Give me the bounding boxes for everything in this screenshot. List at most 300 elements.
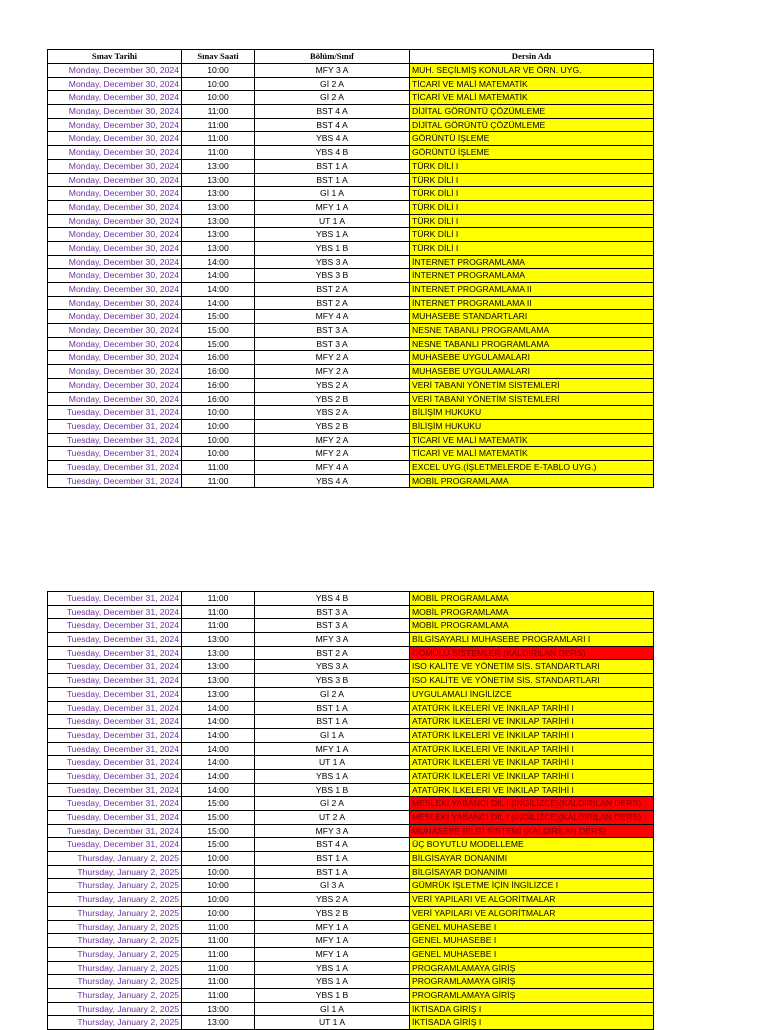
department-class-cell: YBS 3 A bbox=[255, 660, 410, 674]
exam-date-cell: Monday, December 30, 2024 bbox=[48, 173, 182, 187]
department-class-cell: YBS 3 A bbox=[255, 255, 410, 269]
exam-time-cell: 15:00 bbox=[182, 310, 255, 324]
table-row bbox=[48, 728, 654, 742]
course-name-cell: GÖRÜNTÜ İŞLEME bbox=[410, 132, 654, 146]
department-class-cell: YBS 4 A bbox=[255, 132, 410, 146]
course-name-cell: MOBİL PROGRAMLAMA bbox=[410, 474, 654, 488]
exam-time-cell: 14:00 bbox=[182, 269, 255, 283]
exam-time-cell: 16:00 bbox=[182, 392, 255, 406]
exam-date-cell: Monday, December 30, 2024 bbox=[48, 269, 182, 283]
exam-date-cell: Tuesday, December 31, 2024 bbox=[48, 824, 182, 838]
course-name-cell: GENEL MUHASEBE I bbox=[410, 947, 654, 961]
department-class-cell: MFY 2 A bbox=[255, 351, 410, 365]
exam-date-cell: Tuesday, December 31, 2024 bbox=[48, 419, 182, 433]
table-row bbox=[48, 838, 654, 852]
department-class-cell: MFY 2 A bbox=[255, 365, 410, 379]
course-name-cell: PROGRAMLAMAYA GİRİŞ bbox=[410, 988, 654, 1002]
department-class-cell: Gİ 2 A bbox=[255, 91, 410, 105]
department-class-cell: Gİ 1 A bbox=[255, 187, 410, 201]
department-class-cell: BST 4 A bbox=[255, 118, 410, 132]
exam-date-cell: Tuesday, December 31, 2024 bbox=[48, 701, 182, 715]
table-row bbox=[48, 633, 654, 647]
course-name-cell: MUHASEBE UYGULAMALARI bbox=[410, 365, 654, 379]
course-name-cell: ÜÇ BOYUTLU MODELLEME bbox=[410, 838, 654, 852]
table-row bbox=[48, 1016, 654, 1030]
exam-date-cell: Thursday, January 2, 2025 bbox=[48, 988, 182, 1002]
exam-time-cell: 10:00 bbox=[182, 879, 255, 893]
course-name-cell: MESLEKİ YABANCI DİL I (İNGİLİZCE)(KALDIRILAN DERS) bbox=[410, 797, 654, 811]
department-class-cell: YBS 3 B bbox=[255, 674, 410, 688]
exam-time-cell: 11:00 bbox=[182, 961, 255, 975]
department-class-cell: MFY 3 A bbox=[255, 824, 410, 838]
exam-date-cell: Tuesday, December 31, 2024 bbox=[48, 715, 182, 729]
exam-date-cell: Monday, December 30, 2024 bbox=[48, 296, 182, 310]
exam-schedule-table-2 bbox=[47, 591, 654, 1030]
course-name-cell: GENEL MUHASEBE I bbox=[410, 934, 654, 948]
exam-date-cell: Tuesday, December 31, 2024 bbox=[48, 592, 182, 606]
exam-date-cell: Monday, December 30, 2024 bbox=[48, 105, 182, 119]
table-row bbox=[48, 255, 654, 269]
table-row bbox=[48, 756, 654, 770]
exam-date-cell: Thursday, January 2, 2025 bbox=[48, 975, 182, 989]
table-row bbox=[48, 701, 654, 715]
course-name-cell: ATATÜRK İLKELERİ VE İNKILAP TARİHİ I bbox=[410, 715, 654, 729]
exam-time-cell: 15:00 bbox=[182, 824, 255, 838]
department-class-cell: YBS 1 A bbox=[255, 769, 410, 783]
table-row bbox=[48, 824, 654, 838]
exam-date-cell: Thursday, January 2, 2025 bbox=[48, 865, 182, 879]
table-row bbox=[48, 879, 654, 893]
department-class-cell: BST 3 A bbox=[255, 619, 410, 633]
exam-date-cell: Tuesday, December 31, 2024 bbox=[48, 605, 182, 619]
exam-time-cell: 13:00 bbox=[182, 646, 255, 660]
table-row bbox=[48, 975, 654, 989]
header-course-name: Dersin Adı bbox=[410, 50, 654, 64]
exam-date-cell: Tuesday, December 31, 2024 bbox=[48, 742, 182, 756]
department-class-cell: MFY 4 A bbox=[255, 310, 410, 324]
exam-date-cell: Monday, December 30, 2024 bbox=[48, 132, 182, 146]
table-row bbox=[48, 797, 654, 811]
table-row bbox=[48, 214, 654, 228]
course-name-cell: İNTERNET PROGRAMLAMA II bbox=[410, 296, 654, 310]
exam-date-cell: Monday, December 30, 2024 bbox=[48, 392, 182, 406]
exam-date-cell: Monday, December 30, 2024 bbox=[48, 64, 182, 78]
exam-time-cell: 15:00 bbox=[182, 838, 255, 852]
exam-date-cell: Thursday, January 2, 2025 bbox=[48, 1016, 182, 1030]
exam-time-cell: 10:00 bbox=[182, 906, 255, 920]
exam-date-cell: Thursday, January 2, 2025 bbox=[48, 1002, 182, 1016]
table-row bbox=[48, 865, 654, 879]
department-class-cell: BST 1 A bbox=[255, 701, 410, 715]
table-row bbox=[48, 605, 654, 619]
exam-time-cell: 10:00 bbox=[182, 91, 255, 105]
department-class-cell: YBS 2 B bbox=[255, 906, 410, 920]
department-class-cell: BST 1 A bbox=[255, 173, 410, 187]
exam-date-cell: Tuesday, December 31, 2024 bbox=[48, 406, 182, 420]
exam-date-cell: Tuesday, December 31, 2024 bbox=[48, 797, 182, 811]
exam-date-cell: Thursday, January 2, 2025 bbox=[48, 934, 182, 948]
exam-time-cell: 11:00 bbox=[182, 619, 255, 633]
exam-time-cell: 11:00 bbox=[182, 118, 255, 132]
course-name-cell: TİCARİ VE MALİ MATEMATİK bbox=[410, 447, 654, 461]
exam-date-cell: Tuesday, December 31, 2024 bbox=[48, 646, 182, 660]
course-name-cell: MUHASEBE STANDARTLARI bbox=[410, 310, 654, 324]
exam-time-cell: 14:00 bbox=[182, 728, 255, 742]
exam-date-cell: Monday, December 30, 2024 bbox=[48, 159, 182, 173]
course-name-cell: TİCARİ VE MALİ MATEMATİK bbox=[410, 77, 654, 91]
table-row bbox=[48, 159, 654, 173]
table-row bbox=[48, 241, 654, 255]
table-row bbox=[48, 460, 654, 474]
table-row bbox=[48, 619, 654, 633]
exam-date-cell: Tuesday, December 31, 2024 bbox=[48, 811, 182, 825]
table-row bbox=[48, 893, 654, 907]
table-row bbox=[48, 392, 654, 406]
exam-time-cell: 11:00 bbox=[182, 592, 255, 606]
course-name-cell: DİJİTAL GÖRÜNTÜ ÇÖZÜMLEME bbox=[410, 118, 654, 132]
department-class-cell: Gİ 1 A bbox=[255, 728, 410, 742]
header-exam-date: Sınav Tarihi bbox=[48, 50, 182, 64]
department-class-cell: BST 2 A bbox=[255, 283, 410, 297]
course-name-cell: İNTERNET PROGRAMLAMA II bbox=[410, 283, 654, 297]
exam-date-cell: Monday, December 30, 2024 bbox=[48, 310, 182, 324]
exam-time-cell: 11:00 bbox=[182, 474, 255, 488]
table-row bbox=[48, 852, 654, 866]
course-name-cell: VERİ TABANI YÖNETİM SİSTEMLERİ bbox=[410, 392, 654, 406]
exam-time-cell: 10:00 bbox=[182, 433, 255, 447]
exam-time-cell: 11:00 bbox=[182, 947, 255, 961]
department-class-cell: MFY 1 A bbox=[255, 200, 410, 214]
course-name-cell: MUH. SEÇİLMİŞ KONULAR VE ÖRN. UYG. bbox=[410, 64, 654, 78]
exam-date-cell: Thursday, January 2, 2025 bbox=[48, 906, 182, 920]
exam-time-cell: 10:00 bbox=[182, 893, 255, 907]
table-row bbox=[48, 200, 654, 214]
table-row bbox=[48, 283, 654, 297]
department-class-cell: YBS 1 A bbox=[255, 975, 410, 989]
course-name-cell: MOBİL PROGRAMLAMA bbox=[410, 605, 654, 619]
exam-date-cell: Thursday, January 2, 2025 bbox=[48, 920, 182, 934]
exam-date-cell: Monday, December 30, 2024 bbox=[48, 378, 182, 392]
table-row bbox=[48, 406, 654, 420]
exam-time-cell: 15:00 bbox=[182, 797, 255, 811]
department-class-cell: BST 1 A bbox=[255, 159, 410, 173]
department-class-cell: YBS 4 A bbox=[255, 474, 410, 488]
exam-time-cell: 14:00 bbox=[182, 756, 255, 770]
exam-time-cell: 10:00 bbox=[182, 64, 255, 78]
exam-date-cell: Monday, December 30, 2024 bbox=[48, 118, 182, 132]
course-name-cell: GÖRÜNTÜ İŞLEME bbox=[410, 146, 654, 160]
table-row bbox=[48, 592, 654, 606]
department-class-cell: BST 1 A bbox=[255, 852, 410, 866]
course-name-cell: İNTERNET PROGRAMLAMA bbox=[410, 255, 654, 269]
course-name-cell: ATATÜRK İLKELERİ VE İNKILAP TARİHİ I bbox=[410, 769, 654, 783]
course-name-cell: ATATÜRK İLKELERİ VE İNKILAP TARİHİ I bbox=[410, 701, 654, 715]
table-row bbox=[48, 337, 654, 351]
course-name-cell: TÜRK DİLİ I bbox=[410, 200, 654, 214]
exam-date-cell: Tuesday, December 31, 2024 bbox=[48, 728, 182, 742]
exam-date-cell: Monday, December 30, 2024 bbox=[48, 351, 182, 365]
table-row bbox=[48, 269, 654, 283]
table-row bbox=[48, 433, 654, 447]
department-class-cell: YBS 1 B bbox=[255, 988, 410, 1002]
department-class-cell: Gİ 3 A bbox=[255, 879, 410, 893]
course-name-cell: TİCARİ VE MALİ MATEMATİK bbox=[410, 433, 654, 447]
table-row bbox=[48, 674, 654, 688]
exam-time-cell: 13:00 bbox=[182, 173, 255, 187]
exam-date-cell: Tuesday, December 31, 2024 bbox=[48, 447, 182, 461]
table-row bbox=[48, 105, 654, 119]
table-row bbox=[48, 934, 654, 948]
exam-time-cell: 14:00 bbox=[182, 715, 255, 729]
exam-date-cell: Monday, December 30, 2024 bbox=[48, 365, 182, 379]
exam-time-cell: 13:00 bbox=[182, 187, 255, 201]
department-class-cell: YBS 1 A bbox=[255, 961, 410, 975]
exam-date-cell: Tuesday, December 31, 2024 bbox=[48, 474, 182, 488]
course-name-cell: MUHASEBE BİLGİ SİSTEMİ (KALDIRILAN DERS) bbox=[410, 824, 654, 838]
course-name-cell: VERİ YAPILARI VE ALGORİTMALAR bbox=[410, 906, 654, 920]
course-name-cell: VERİ YAPILARI VE ALGORİTMALAR bbox=[410, 893, 654, 907]
exam-time-cell: 14:00 bbox=[182, 283, 255, 297]
exam-time-cell: 13:00 bbox=[182, 200, 255, 214]
exam-schedule-body-1 bbox=[48, 64, 654, 488]
table-row bbox=[48, 77, 654, 91]
exam-time-cell: 13:00 bbox=[182, 159, 255, 173]
exam-time-cell: 13:00 bbox=[182, 633, 255, 647]
table-row bbox=[48, 947, 654, 961]
course-name-cell: İKTİSADA GİRİŞ I bbox=[410, 1002, 654, 1016]
exam-date-cell: Thursday, January 2, 2025 bbox=[48, 852, 182, 866]
table-row bbox=[48, 811, 654, 825]
course-name-cell: GÜMRÜK İŞLETME İÇİN İNGİLİZCE I bbox=[410, 879, 654, 893]
course-name-cell: NESNE TABANLI PROGRAMLAMA bbox=[410, 324, 654, 338]
exam-date-cell: Monday, December 30, 2024 bbox=[48, 283, 182, 297]
department-class-cell: MFY 1 A bbox=[255, 742, 410, 756]
table-row bbox=[48, 660, 654, 674]
exam-time-cell: 16:00 bbox=[182, 378, 255, 392]
course-name-cell: ISO KALİTE VE YÖNETİM SİS. STANDARTLARI bbox=[410, 660, 654, 674]
course-name-cell: ISO KALİTE VE YÖNETİM SİS. STANDARTLARI bbox=[410, 674, 654, 688]
exam-date-cell: Thursday, January 2, 2025 bbox=[48, 947, 182, 961]
course-name-cell: NESNE TABANLI PROGRAMLAMA bbox=[410, 337, 654, 351]
table-row bbox=[48, 296, 654, 310]
exam-time-cell: 10:00 bbox=[182, 852, 255, 866]
exam-time-cell: 13:00 bbox=[182, 214, 255, 228]
exam-date-cell: Thursday, January 2, 2025 bbox=[48, 893, 182, 907]
table-row bbox=[48, 378, 654, 392]
table-row bbox=[48, 687, 654, 701]
exam-time-cell: 10:00 bbox=[182, 865, 255, 879]
table-row bbox=[48, 351, 654, 365]
exam-time-cell: 11:00 bbox=[182, 105, 255, 119]
department-class-cell: YBS 4 B bbox=[255, 592, 410, 606]
department-class-cell: YBS 3 B bbox=[255, 269, 410, 283]
exam-schedule-table-1 bbox=[47, 49, 654, 488]
course-name-cell: BİLİŞİM HUKUKU bbox=[410, 406, 654, 420]
table-row bbox=[48, 1002, 654, 1016]
course-name-cell: PROGRAMLAMAYA GİRİŞ bbox=[410, 961, 654, 975]
department-class-cell: YBS 2 A bbox=[255, 893, 410, 907]
table-row bbox=[48, 187, 654, 201]
department-class-cell: UT 1 A bbox=[255, 756, 410, 770]
department-class-cell: YBS 1 A bbox=[255, 228, 410, 242]
department-class-cell: MFY 2 A bbox=[255, 447, 410, 461]
exam-date-cell: Monday, December 30, 2024 bbox=[48, 241, 182, 255]
exam-schedule-body-2 bbox=[48, 592, 654, 1030]
course-name-cell: ATATÜRK İLKELERİ VE İNKILAP TARİHİ I bbox=[410, 756, 654, 770]
table-row bbox=[48, 64, 654, 78]
table-row bbox=[48, 646, 654, 660]
exam-date-cell: Monday, December 30, 2024 bbox=[48, 228, 182, 242]
department-class-cell: UT 2 A bbox=[255, 811, 410, 825]
table-row bbox=[48, 91, 654, 105]
department-class-cell: YBS 2 B bbox=[255, 392, 410, 406]
exam-time-cell: 15:00 bbox=[182, 337, 255, 351]
department-class-cell: Gİ 2 A bbox=[255, 797, 410, 811]
course-name-cell: TİCARİ VE MALİ MATEMATİK bbox=[410, 91, 654, 105]
exam-date-cell: Monday, December 30, 2024 bbox=[48, 200, 182, 214]
department-class-cell: MFY 3 A bbox=[255, 64, 410, 78]
course-name-cell: TÜRK DİLİ I bbox=[410, 159, 654, 173]
department-class-cell: Gİ 2 A bbox=[255, 687, 410, 701]
exam-time-cell: 10:00 bbox=[182, 419, 255, 433]
exam-time-cell: 11:00 bbox=[182, 132, 255, 146]
table-row bbox=[48, 742, 654, 756]
department-class-cell: YBS 1 B bbox=[255, 783, 410, 797]
exam-date-cell: Tuesday, December 31, 2024 bbox=[48, 783, 182, 797]
header-department-class: Bölüm/Sınıf bbox=[255, 50, 410, 64]
exam-time-cell: 16:00 bbox=[182, 351, 255, 365]
exam-date-cell: Tuesday, December 31, 2024 bbox=[48, 838, 182, 852]
exam-time-cell: 14:00 bbox=[182, 769, 255, 783]
exam-time-cell: 13:00 bbox=[182, 1002, 255, 1016]
department-class-cell: MFY 1 A bbox=[255, 920, 410, 934]
department-class-cell: UT 1 A bbox=[255, 214, 410, 228]
exam-date-cell: Tuesday, December 31, 2024 bbox=[48, 460, 182, 474]
exam-time-cell: 11:00 bbox=[182, 975, 255, 989]
department-class-cell: BST 3 A bbox=[255, 324, 410, 338]
exam-date-cell: Tuesday, December 31, 2024 bbox=[48, 660, 182, 674]
department-class-cell: UT 1 A bbox=[255, 1016, 410, 1030]
course-name-cell: EXCEL UYG.(İŞLETMELERDE E-TABLO UYG.) bbox=[410, 460, 654, 474]
table-row bbox=[48, 715, 654, 729]
exam-time-cell: 11:00 bbox=[182, 934, 255, 948]
table-row bbox=[48, 769, 654, 783]
table-row bbox=[48, 173, 654, 187]
course-name-cell: GÖMÜLÜ SİSTEMLER (KALDIRILAN DERS) bbox=[410, 646, 654, 660]
exam-date-cell: Tuesday, December 31, 2024 bbox=[48, 687, 182, 701]
course-name-cell: TÜRK DİLİ I bbox=[410, 214, 654, 228]
exam-time-cell: 14:00 bbox=[182, 783, 255, 797]
table-row bbox=[48, 988, 654, 1002]
department-class-cell: MFY 3 A bbox=[255, 633, 410, 647]
exam-time-cell: 14:00 bbox=[182, 296, 255, 310]
course-name-cell: MOBİL PROGRAMLAMA bbox=[410, 592, 654, 606]
course-name-cell: BİLGİSAYAR DONANIMI bbox=[410, 852, 654, 866]
department-class-cell: BST 1 A bbox=[255, 865, 410, 879]
department-class-cell: YBS 2 B bbox=[255, 419, 410, 433]
table-row bbox=[48, 419, 654, 433]
course-name-cell: ATATÜRK İLKELERİ VE İNKILAP TARİHİ I bbox=[410, 742, 654, 756]
department-class-cell: YBS 4 B bbox=[255, 146, 410, 160]
exam-time-cell: 13:00 bbox=[182, 660, 255, 674]
department-class-cell: BST 1 A bbox=[255, 715, 410, 729]
course-name-cell: BİLGİSAYARLI MUHASEBE PROGRAMLARI I bbox=[410, 633, 654, 647]
department-class-cell: YBS 2 A bbox=[255, 406, 410, 420]
exam-date-cell: Monday, December 30, 2024 bbox=[48, 255, 182, 269]
department-class-cell: YBS 2 A bbox=[255, 378, 410, 392]
exam-time-cell: 11:00 bbox=[182, 605, 255, 619]
course-name-cell: MUHASEBE UYGULAMALARI bbox=[410, 351, 654, 365]
table-row bbox=[48, 132, 654, 146]
exam-time-cell: 11:00 bbox=[182, 146, 255, 160]
exam-time-cell: 13:00 bbox=[182, 674, 255, 688]
exam-date-cell: Tuesday, December 31, 2024 bbox=[48, 769, 182, 783]
exam-time-cell: 11:00 bbox=[182, 920, 255, 934]
exam-date-cell: Monday, December 30, 2024 bbox=[48, 187, 182, 201]
exam-date-cell: Monday, December 30, 2024 bbox=[48, 77, 182, 91]
course-name-cell: İKTİSADA GİRİŞ I bbox=[410, 1016, 654, 1030]
exam-time-cell: 13:00 bbox=[182, 687, 255, 701]
course-name-cell: ATATÜRK İLKELERİ VE İNKILAP TARİHİ I bbox=[410, 783, 654, 797]
table-row bbox=[48, 920, 654, 934]
exam-time-cell: 13:00 bbox=[182, 241, 255, 255]
exam-time-cell: 16:00 bbox=[182, 365, 255, 379]
exam-time-cell: 10:00 bbox=[182, 406, 255, 420]
exam-time-cell: 13:00 bbox=[182, 1016, 255, 1030]
course-name-cell: GENEL MUHASEBE I bbox=[410, 920, 654, 934]
exam-time-cell: 14:00 bbox=[182, 701, 255, 715]
course-name-cell: BİLGİSAYAR DONANIMI bbox=[410, 865, 654, 879]
course-name-cell: TÜRK DİLİ I bbox=[410, 241, 654, 255]
department-class-cell: MFY 1 A bbox=[255, 934, 410, 948]
course-name-cell: TÜRK DİLİ I bbox=[410, 187, 654, 201]
table-row bbox=[48, 961, 654, 975]
exam-date-cell: Monday, December 30, 2024 bbox=[48, 324, 182, 338]
course-name-cell: ATATÜRK İLKELERİ VE İNKILAP TARİHİ I bbox=[410, 728, 654, 742]
exam-date-cell: Monday, December 30, 2024 bbox=[48, 146, 182, 160]
course-name-cell: BİLİŞİM HUKUKU bbox=[410, 419, 654, 433]
table-row bbox=[48, 118, 654, 132]
table-row bbox=[48, 146, 654, 160]
table-row bbox=[48, 783, 654, 797]
exam-time-cell: 10:00 bbox=[182, 447, 255, 461]
course-name-cell: MESLEKİ YABANCI DİL I (İNGİLİZCE)(KALDIRILAN DERS) bbox=[410, 811, 654, 825]
department-class-cell: BST 3 A bbox=[255, 605, 410, 619]
exam-time-cell: 14:00 bbox=[182, 255, 255, 269]
department-class-cell: YBS 1 B bbox=[255, 241, 410, 255]
exam-time-cell: 13:00 bbox=[182, 228, 255, 242]
department-class-cell: BST 4 A bbox=[255, 838, 410, 852]
table-row bbox=[48, 447, 654, 461]
department-class-cell: MFY 2 A bbox=[255, 433, 410, 447]
exam-time-cell: 11:00 bbox=[182, 988, 255, 1002]
course-name-cell: VERİ TABANI YÖNETİM SİSTEMLERİ bbox=[410, 378, 654, 392]
course-name-cell: PROGRAMLAMAYA GİRİŞ bbox=[410, 975, 654, 989]
course-name-cell: UYGULAMALI İNGİLİZCE bbox=[410, 687, 654, 701]
table-row bbox=[48, 906, 654, 920]
exam-time-cell: 15:00 bbox=[182, 324, 255, 338]
header-row bbox=[48, 50, 654, 64]
department-class-cell: MFY 1 A bbox=[255, 947, 410, 961]
department-class-cell: MFY 4 A bbox=[255, 460, 410, 474]
exam-date-cell: Tuesday, December 31, 2024 bbox=[48, 619, 182, 633]
exam-date-cell: Monday, December 30, 2024 bbox=[48, 91, 182, 105]
department-class-cell: BST 3 A bbox=[255, 337, 410, 351]
exam-time-cell: 14:00 bbox=[182, 742, 255, 756]
course-name-cell: MOBİL PROGRAMLAMA bbox=[410, 619, 654, 633]
course-name-cell: TÜRK DİLİ I bbox=[410, 173, 654, 187]
table-row bbox=[48, 310, 654, 324]
